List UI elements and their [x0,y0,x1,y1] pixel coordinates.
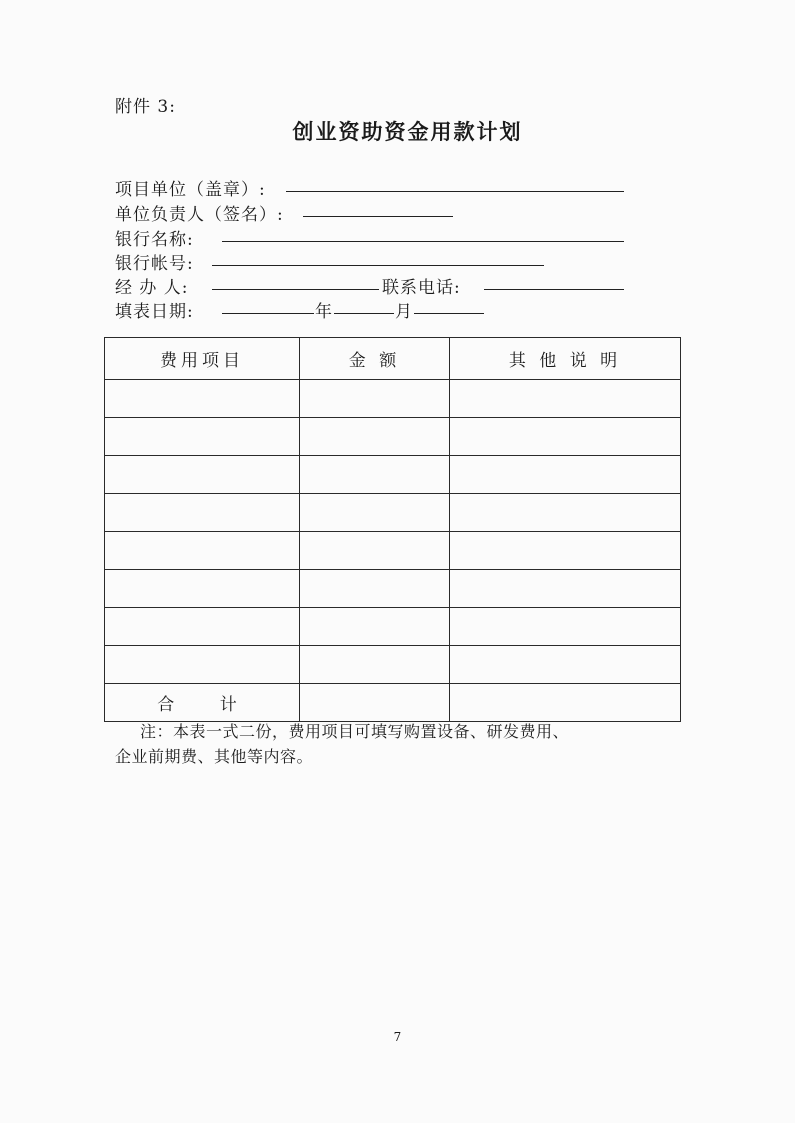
table-row [105,532,681,570]
responsible-input-line[interactable] [303,216,453,217]
year-input-line[interactable] [222,313,314,314]
table-row [105,456,681,494]
unit-label: 项目单位（盖章）: [115,180,266,200]
footnote-line-2: 企业前期费、其他等内容。 [115,747,314,766]
notes-cell[interactable] [450,646,681,684]
amount-cell[interactable] [300,418,450,456]
header-notes: 其 他 说 明 [450,338,681,380]
table-row [105,570,681,608]
unit-input-line[interactable] [286,191,624,192]
day-input-line[interactable] [414,313,484,314]
attachment-label: 附件 3: [115,97,176,117]
handler-input-line[interactable] [212,289,379,290]
responsible-label: 单位负责人（签名）: [115,205,284,225]
month-input-line[interactable] [334,313,394,314]
expense-item-cell[interactable] [105,380,300,418]
amount-cell[interactable] [300,608,450,646]
expense-table [104,337,681,722]
bank-account-input-line[interactable] [212,265,544,266]
notes-cell[interactable] [450,608,681,646]
expense-item-cell[interactable] [105,570,300,608]
table-row [105,418,681,456]
total-amount-cell[interactable] [300,684,450,722]
total-notes-cell[interactable] [450,684,681,722]
phone-label: 联系电话: [382,278,461,298]
bank-name-label: 银行名称: [115,230,194,250]
amount-cell[interactable] [300,494,450,532]
phone-input-line[interactable] [484,289,624,290]
header-amount: 金 额 [300,338,450,380]
expense-item-cell[interactable] [105,532,300,570]
amount-cell[interactable] [300,456,450,494]
page-number: 7 [393,1030,402,1044]
date-label: 填表日期: [115,302,194,322]
amount-cell[interactable] [300,380,450,418]
table-row [105,608,681,646]
total-label: 合 计 [105,684,300,722]
table-total-row [105,684,681,722]
expense-item-cell[interactable] [105,456,300,494]
notes-cell[interactable] [450,418,681,456]
month-label: 月 [395,302,413,322]
footnote [115,719,675,769]
notes-cell[interactable] [450,532,681,570]
amount-cell[interactable] [300,532,450,570]
notes-cell[interactable] [450,494,681,532]
notes-cell[interactable] [450,570,681,608]
table-row [105,380,681,418]
page-title: 创业资助资金用款计划 [292,119,523,144]
expense-item-cell[interactable] [105,646,300,684]
notes-cell[interactable] [450,380,681,418]
handler-label: 经 办 人: [115,278,189,298]
footnote-line-1: 注：本表一式二份，费用项目可填写购置设备、研发费用、 [140,722,570,741]
bank-name-input-line[interactable] [222,241,624,242]
year-label: 年 [315,302,333,322]
expense-item-cell[interactable] [105,608,300,646]
expense-item-cell[interactable] [105,494,300,532]
table-row [105,494,681,532]
bank-account-label: 银行帐号: [115,254,194,274]
amount-cell[interactable] [300,646,450,684]
expense-item-cell[interactable] [105,418,300,456]
amount-cell[interactable] [300,570,450,608]
header-expense-item: 费用项目 [105,338,300,380]
table-header-row [105,338,681,380]
table-row [105,646,681,684]
notes-cell[interactable] [450,456,681,494]
